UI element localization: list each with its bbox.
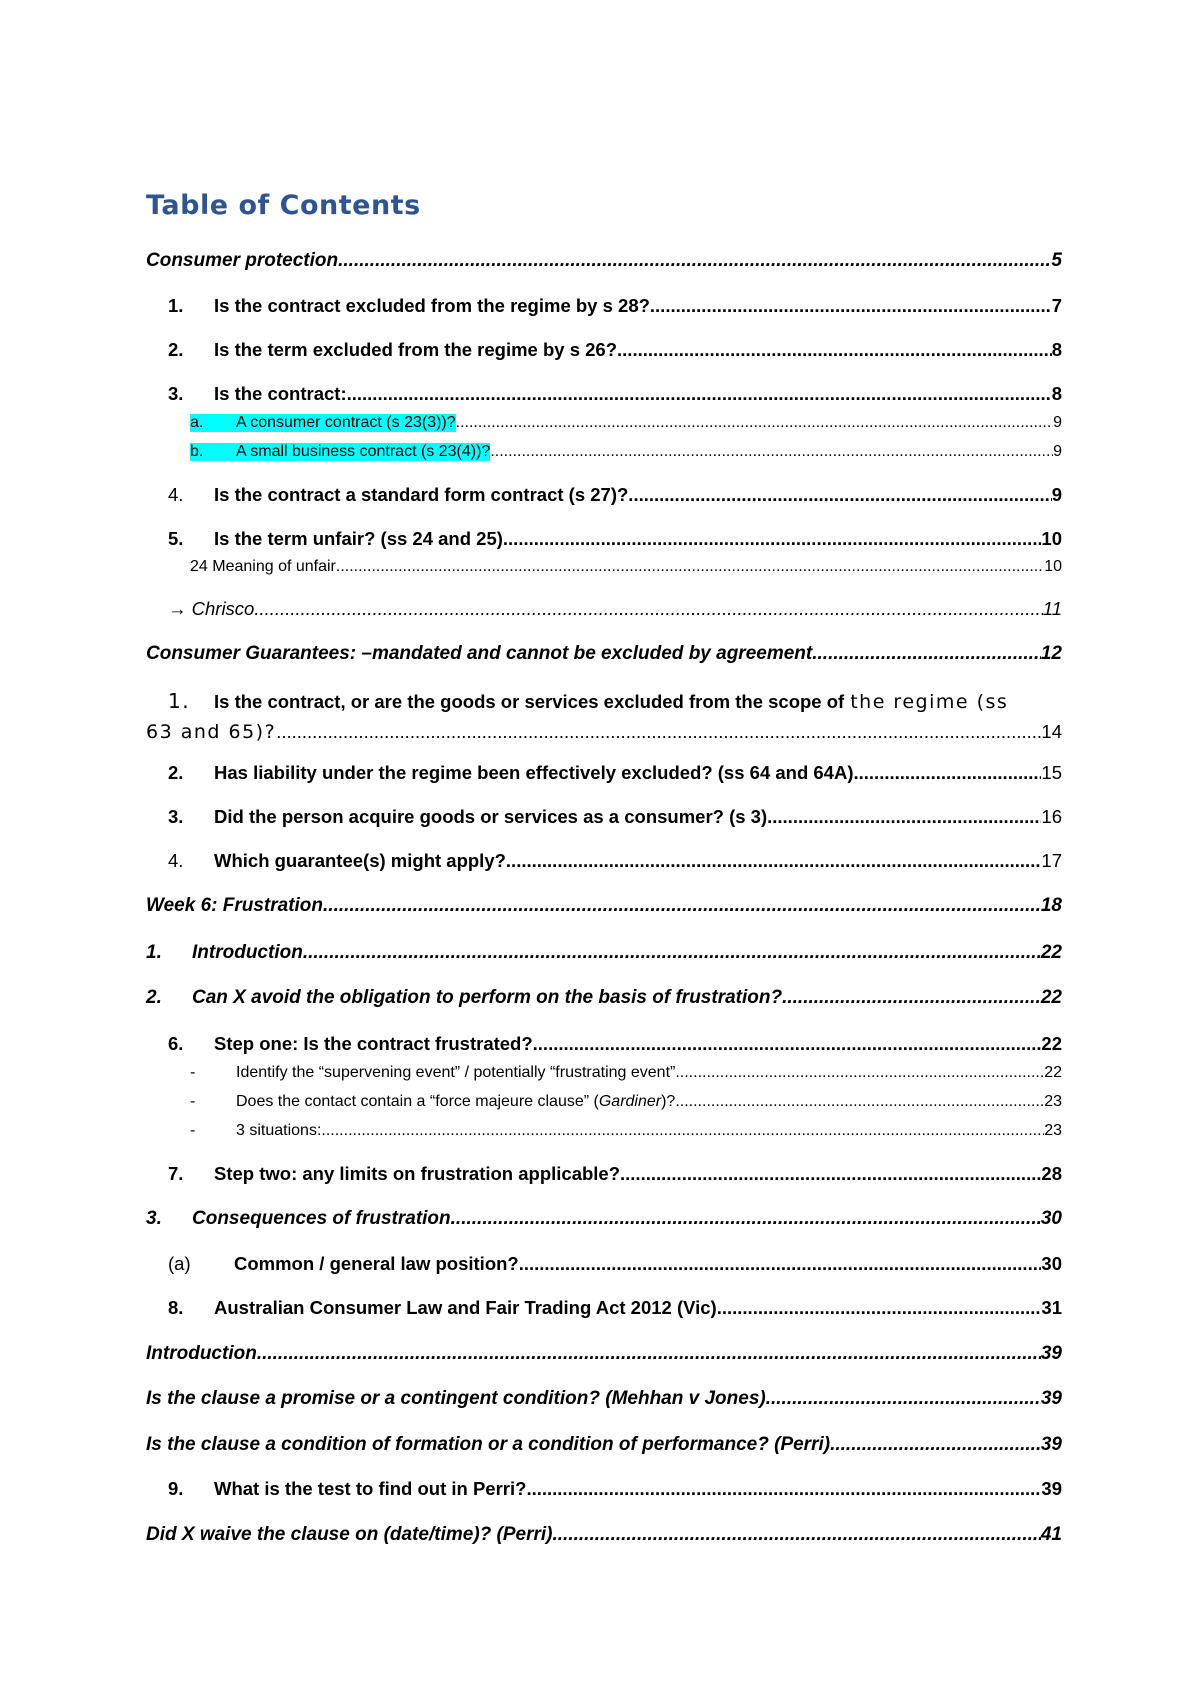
toc-page-number: 39 [1040, 1388, 1062, 1409]
toc-entry-number: (a) [168, 1253, 191, 1274]
toc-entry-number: 3. [146, 1208, 162, 1229]
toc-entry-text: Consumer Guarantees: –mandated and cannot be excluded by agreement [146, 643, 813, 664]
toc-entry-text: Is the contract a standard form contract (s 27)?. [214, 484, 634, 505]
toc-page-number: 22 [1040, 987, 1062, 1008]
toc-entry-text: Introduction [192, 942, 303, 963]
dot-leader [347, 383, 1052, 405]
toc-page-number: 5 [1051, 250, 1062, 271]
toc-entry-text: Is the clause a promise or a contingent condition? (Mehhan v Jones) [146, 1388, 766, 1409]
toc-page-number: 22 [1041, 1033, 1062, 1054]
toc-entry-text: Introduction [146, 1343, 257, 1364]
toc-entry-text: Can X avoid the obligation to perform on the basis of frustration? [192, 987, 783, 1008]
toc-entry[interactable] [190, 414, 1062, 432]
toc-entry[interactable] [146, 1208, 1062, 1230]
toc-entry[interactable] [168, 806, 1062, 828]
toc-entry-number: 2. [146, 987, 162, 1008]
toc-page-number: 30 [1040, 1208, 1062, 1229]
dot-leader [503, 528, 1042, 550]
dot-leader [276, 717, 1041, 747]
dot-leader [490, 443, 1053, 461]
toc-entry[interactable] [168, 762, 1062, 784]
toc-entry[interactable] [168, 1163, 1062, 1185]
toc-entry-number: 2. [168, 762, 184, 783]
dot-leader [323, 895, 1041, 917]
toc-entry-text: 24 Meaning of unfair [190, 558, 336, 575]
toc-page-number: 10 [1041, 528, 1062, 549]
toc-page-number: 22 [1040, 942, 1062, 963]
dot-leader [675, 1093, 1044, 1111]
dot-leader [533, 1033, 1042, 1055]
toc-entry[interactable] [190, 1122, 1062, 1140]
toc-entry[interactable] [146, 1434, 1062, 1456]
toc-entry-number: 9. [168, 1478, 184, 1499]
toc-entry[interactable] [146, 643, 1062, 665]
toc-entry-number: 3. [168, 383, 184, 404]
dot-leader [717, 1297, 1042, 1319]
dot-leader [519, 1253, 1042, 1275]
toc-entry[interactable] [146, 942, 1062, 964]
toc-entry[interactable] [146, 1524, 1062, 1546]
toc-entry-text: Did the person acquire goods or services as a consumer? (s 3) [214, 806, 768, 827]
toc-page-number: 16 [1041, 806, 1062, 827]
toc-entry-text: Is the contract, or are the goods or services excluded from the scope of [214, 691, 845, 712]
toc-entry[interactable] [168, 598, 1062, 620]
toc-page-number: 15 [1041, 762, 1062, 783]
toc-page-number: 9 [1051, 484, 1062, 505]
dot-leader [617, 339, 1052, 361]
toc-entry-bullet: - [190, 1064, 196, 1081]
toc-entry-number: 4. [168, 850, 184, 871]
dot-leader [338, 250, 1051, 272]
toc-page-number: 18 [1040, 895, 1062, 916]
toc-entry[interactable] [168, 1297, 1062, 1319]
toc-entry[interactable] [190, 1093, 1062, 1111]
toc-entry[interactable] [190, 558, 1062, 576]
toc-entry[interactable] [146, 250, 1062, 272]
dot-leader [303, 942, 1041, 964]
dot-leader [620, 1163, 1041, 1185]
toc-page-number: 11 [1042, 598, 1062, 619]
toc-page-number: 30 [1041, 1253, 1062, 1274]
toc-entry-text: Consequences of frustration [192, 1208, 451, 1229]
toc-page-number: 23 [1044, 1122, 1062, 1139]
toc-entry[interactable] [190, 1064, 1062, 1082]
toc-entry-text-italic: Gardiner [598, 1093, 662, 1110]
dot-leader [854, 762, 1042, 784]
toc-entry[interactable] [168, 528, 1062, 550]
toc-entry[interactable] [168, 1033, 1062, 1055]
dot-leader [830, 1434, 1041, 1456]
toc-entry-text: Is the term excluded from the regime by s 26? [214, 339, 618, 360]
toc-page-number: 14 [1041, 721, 1062, 742]
dot-leader [254, 598, 1042, 620]
toc-entry-text: Is the contract: [214, 383, 347, 404]
toc-page-number: 39 [1040, 1343, 1062, 1364]
toc-entry-number: 3. [168, 806, 184, 827]
toc-page-number: 23 [1044, 1093, 1062, 1110]
toc-page-number: 9 [1053, 443, 1062, 460]
toc-entry[interactable] [146, 987, 1062, 1009]
dot-leader [782, 987, 1041, 1009]
dot-leader [526, 1478, 1041, 1500]
toc-entry-text: Is the contract excluded from the regime by s 28? [214, 295, 650, 316]
toc-entry-text: Is the clause a condition of formation or a condition of performance? (Perri) [146, 1434, 831, 1455]
toc-entry-text: Common / general law position? [234, 1253, 519, 1274]
dot-leader [633, 484, 1051, 506]
toc-title: Table of Contents [146, 190, 421, 221]
toc-entry-text-cont: 63 and 65)? [146, 721, 277, 743]
toc-entry-text: 3 situations: [236, 1122, 322, 1139]
toc-entry[interactable] [168, 339, 1062, 361]
toc-entry-text: Step one: Is the contract frustrated? [214, 1033, 533, 1054]
toc-entry-text: Has liability under the regime been effectively excluded? (ss 64 and 64A) [214, 762, 854, 783]
toc-page-number: 9 [1053, 414, 1062, 431]
toc-entry-number: 7. [168, 1163, 184, 1184]
toc-entry-number: 1. [168, 689, 191, 713]
toc-entry[interactable] [190, 443, 1062, 461]
toc-page-number: 7 [1051, 295, 1062, 316]
dot-leader [456, 414, 1053, 432]
dot-leader [506, 850, 1042, 872]
toc-entry-wrapped[interactable] [146, 686, 1062, 747]
toc-entry-number: 2. [168, 339, 184, 360]
toc-entry-text: Is the term unfair? (ss 24 and 25) [214, 528, 503, 549]
toc-page-number: 10 [1044, 558, 1062, 575]
toc-entry-text: A consumer contract (s 23(3))? [236, 414, 456, 431]
toc-page-number: 22 [1044, 1064, 1062, 1081]
toc-page-number: 17 [1041, 850, 1062, 871]
toc-entry-text-after: )? [661, 1093, 676, 1110]
toc-page-number: 8 [1051, 383, 1062, 404]
toc-entry[interactable] [168, 484, 1062, 506]
toc-entry-text: Does the contact contain a “force majeure clause” ( [236, 1093, 599, 1110]
toc-entry[interactable] [168, 1253, 1062, 1275]
toc-entry-text: Did X waive the clause on (date/time)? (Perri) [146, 1524, 553, 1545]
toc-entry-bullet: - [190, 1093, 196, 1110]
toc-entry-bullet: - [190, 1122, 196, 1139]
dot-leader [812, 643, 1041, 665]
toc-entry-text: Week 6: Frustration [146, 895, 324, 916]
toc-page-number: 8 [1051, 339, 1062, 360]
toc-entry-text: Identify the “supervening event” / potentially “frustrating event” [236, 1064, 676, 1081]
toc-entry-text: Consumer protection [146, 250, 339, 271]
toc-page-number: 39 [1041, 1478, 1062, 1499]
toc-entry-text: Australian Consumer Law and Fair Trading Act 2012 (Vic) [214, 1297, 717, 1318]
toc-page-number: 39 [1040, 1434, 1062, 1455]
dot-leader [257, 1343, 1041, 1365]
dot-leader [675, 1064, 1044, 1082]
toc-entry[interactable] [168, 1478, 1062, 1500]
toc-entry-number: 1. [168, 295, 184, 316]
toc-entry[interactable] [146, 1388, 1062, 1410]
toc-entry-number: 4. [168, 484, 184, 505]
dot-leader [451, 1208, 1041, 1230]
dot-leader [336, 558, 1044, 576]
toc-entry-number: 6. [168, 1033, 184, 1054]
toc-entry-text: What is the test to find out in Perri? [214, 1478, 527, 1499]
toc-entry-number: 1. [146, 942, 162, 963]
toc-entry-text: → Chrisco [168, 598, 255, 619]
toc-entry-text: A small business contract (s 23(4))? [236, 443, 491, 460]
toc-page-number: 31 [1041, 1297, 1062, 1318]
toc-page-number: 28 [1041, 1163, 1062, 1184]
toc-entry-text: Step two: any limits on frustration applicable? [214, 1163, 621, 1184]
dot-leader [321, 1122, 1044, 1140]
toc-page-number: 12 [1040, 643, 1062, 664]
toc-entry[interactable] [146, 895, 1062, 917]
toc-page-number: 41 [1040, 1524, 1062, 1545]
dot-leader [767, 806, 1041, 828]
toc-entry[interactable] [168, 850, 1062, 872]
toc-entry-text-cont: the regime (ss [850, 691, 1009, 713]
toc-entry-letter: b. [190, 443, 236, 461]
toc-entry[interactable] [168, 383, 1062, 405]
dot-leader [650, 295, 1052, 317]
toc-entry[interactable] [146, 1343, 1062, 1365]
toc-entry-text: Which guarantee(s) might apply? [214, 850, 506, 871]
toc-entry-letter: a. [190, 414, 236, 432]
dot-leader [553, 1524, 1041, 1546]
toc-entry-number: 5. [168, 528, 184, 549]
toc-entry-number: 8. [168, 1297, 184, 1318]
toc-entry[interactable] [168, 295, 1062, 317]
dot-leader [766, 1388, 1041, 1410]
